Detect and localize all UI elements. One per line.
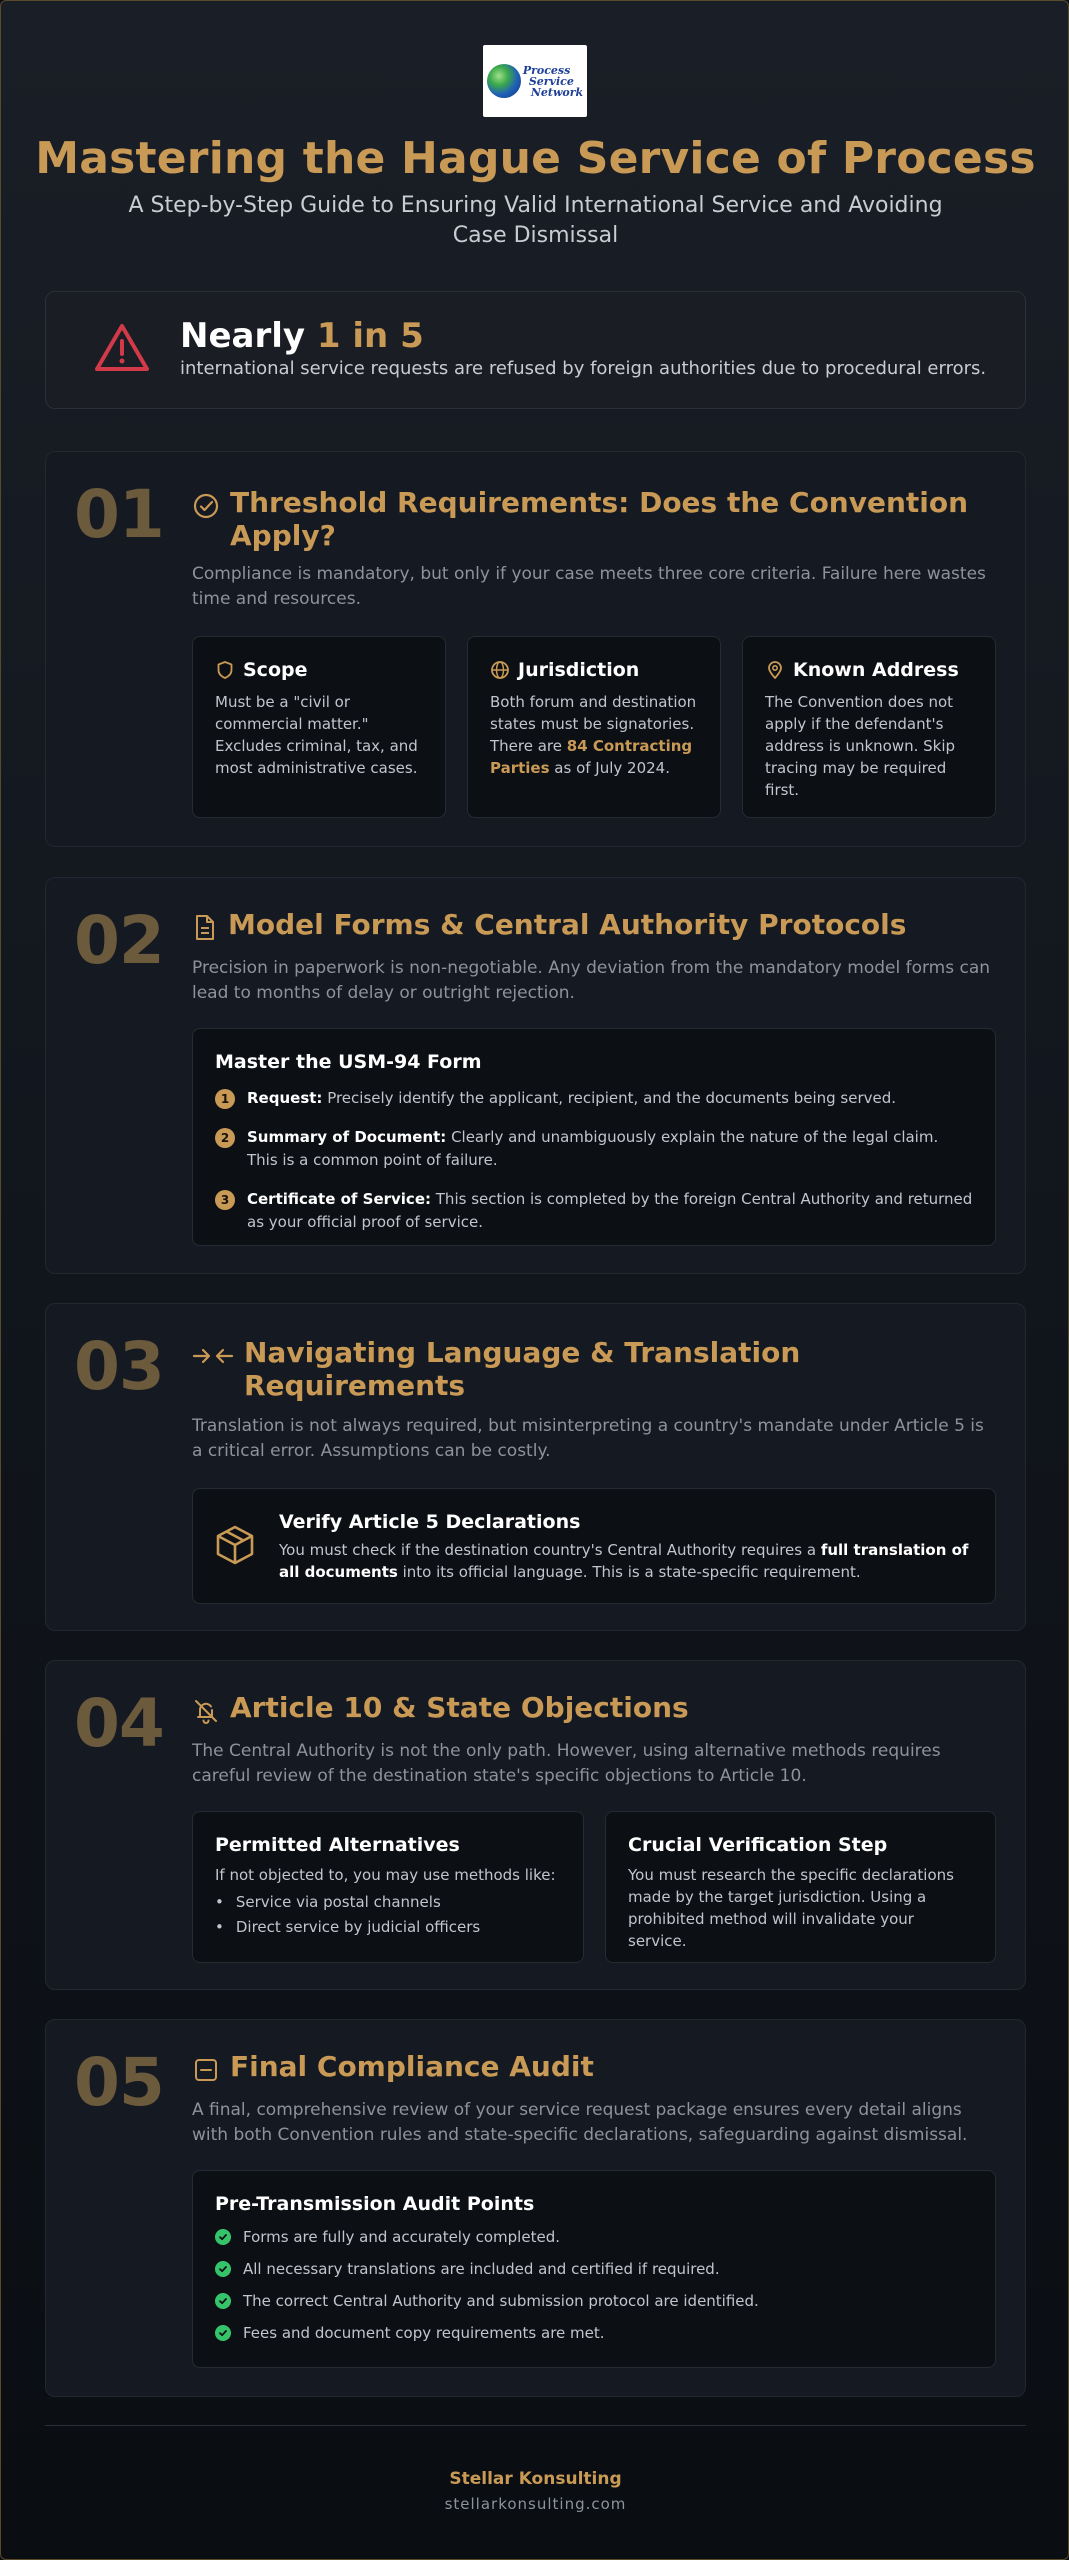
- section-description: Compliance is mandatory, but only if your case meets three core criteria. Failure here wastes time and resources.: [192, 564, 986, 609]
- contracting-parties-highlight: 84 Contracting Parties: [490, 737, 693, 777]
- compress-arrows-icon: [192, 1342, 234, 1370]
- card-usm94: [192, 1028, 996, 1246]
- section-audit: [45, 2019, 1026, 2397]
- logo-line-2: Service: [528, 74, 574, 88]
- section-description: The Central Authority is not the only path. However, using alternative methods requires careful review of the destination state's specific objections to Article 10.: [192, 1741, 941, 1786]
- step-item: 2 Summary of Document: Clearly and unambiguously explain the nature of the legal claim. This is a common point of failure.: [215, 1126, 973, 1172]
- section-number: 04: [74, 1685, 164, 1762]
- check-icon: [215, 2293, 231, 2309]
- card-text: You must research the specific declarations made by the target jurisdiction. Using a prohibited method will invalidate your service.: [628, 1866, 954, 1950]
- card-title: Crucial Verification Step: [628, 1834, 888, 1856]
- card-title: Permitted Alternatives: [215, 1834, 460, 1856]
- card-permitted-alternatives: [192, 1811, 584, 1963]
- section-number: 02: [74, 902, 164, 979]
- checklist-item: Fees and document copy requirements are met.: [215, 2317, 973, 2349]
- card-title: Jurisdiction: [518, 659, 640, 681]
- package-icon: [213, 1523, 257, 1567]
- card-scope: [192, 636, 446, 818]
- section-description: A final, comprehensive review of your service request package ensures every detail aligns with both Convention rules and state-specific declarations, safeguarding against dismissal.: [192, 2100, 968, 2145]
- section-title: Model Forms & Central Authority Protocols: [228, 908, 907, 941]
- footer-website-link[interactable]: stellarkonsulting.com: [444, 2495, 627, 2513]
- footer-brand: Stellar Konsulting: [449, 2469, 622, 2489]
- stat-callout: [45, 291, 1026, 409]
- section-title: Final Compliance Audit: [230, 2050, 594, 2083]
- checklist-item: All necessary translations are included and certified if required.: [215, 2253, 973, 2285]
- card-article5: [192, 1488, 996, 1604]
- step-badge: 3: [215, 1190, 235, 1210]
- section-model-forms: [45, 877, 1026, 1274]
- stat-figure: 1 in 5: [316, 316, 424, 356]
- checklist-item: The correct Central Authority and submission protocol are identified.: [215, 2285, 973, 2317]
- card-text: You must check if the destination country's Central Authority requires a full translation of all documents into its official language. This is a state-specific requirement.: [279, 1541, 969, 1581]
- section-threshold: [45, 451, 1026, 847]
- stat-text: international service requests are refused by foreign authorities due to procedural errors.: [180, 358, 987, 379]
- alternatives-list: [215, 1890, 561, 1940]
- minus-square-icon: [192, 2056, 220, 2084]
- card-text: The Convention does not apply if the defendant's address is unknown. Skip tracing may be required first.: [765, 693, 956, 799]
- card-title: Known Address: [793, 659, 959, 681]
- stat-lead: Nearly: [180, 316, 306, 356]
- check-icon: [215, 2261, 231, 2277]
- section-article10: [45, 1660, 1026, 1990]
- globe-logo-icon: [487, 64, 521, 98]
- card-known-address: [742, 636, 996, 818]
- page-title: Mastering the Hague Service of Process: [35, 133, 1036, 184]
- section-translation: [45, 1303, 1026, 1631]
- logo-line-3: Network: [530, 85, 584, 99]
- audit-checklist: [215, 2221, 973, 2349]
- section-number: 03: [74, 1328, 164, 1405]
- card-verification-step: [605, 1811, 996, 1963]
- check-circle-icon: [192, 492, 220, 520]
- map-pin-icon: [765, 660, 785, 680]
- list-item: • Service via postal channels: [215, 1890, 561, 1915]
- section-description: Precision in paperwork is non-negotiable. Any deviation from the mandatory model forms can lead to months of delay or outright rejection.: [192, 958, 991, 1003]
- step-badge: 2: [215, 1128, 235, 1148]
- section-title: Article 10 & State Objections: [230, 1691, 689, 1724]
- step-item: 1 Request: Precisely identify the applicant, recipient, and the documents being served.: [215, 1087, 973, 1110]
- section-number: 05: [74, 2044, 164, 2121]
- check-icon: [215, 2325, 231, 2341]
- card-title: Master the USM-94 Form: [215, 1051, 482, 1073]
- warning-triangle-icon: [94, 322, 150, 374]
- globe-icon: [490, 660, 510, 680]
- card-text: If not objected to, you may use methods like:: [215, 1866, 556, 1884]
- card-text: Both forum and destination states must be signatories. There are 84 Contracting Parties as of July 2024.: [490, 693, 697, 777]
- check-icon: [215, 2229, 231, 2245]
- logo-line-1: Process: [522, 63, 571, 77]
- step-list: [215, 1087, 973, 1234]
- document-icon: [192, 914, 218, 942]
- list-item: • Direct service by judicial officers: [215, 1915, 561, 1940]
- section-description: Translation is not always required, but misinterpreting a country's mandate under Article 5 is a critical error. Assumptions can be costly.: [192, 1416, 984, 1461]
- shield-icon: [215, 660, 235, 680]
- page-subtitle: A Step-by-Step Guide to Ensuring Valid International Service and Avoiding Case Dismissal: [128, 193, 943, 248]
- company-logo: [483, 45, 587, 117]
- checklist-item: Forms are fully and accurately completed.: [215, 2221, 973, 2253]
- step-badge: 1: [215, 1089, 235, 1109]
- card-text: Must be a "civil or commercial matter." Excludes criminal, tax, and most administrative cases.: [215, 693, 418, 777]
- stat-headline: [180, 316, 424, 356]
- card-title: Pre-Transmission Audit Points: [215, 2193, 535, 2215]
- bell-off-icon: [192, 1697, 220, 1725]
- section-title: Threshold Requirements: Does the Convention Apply?: [230, 486, 969, 552]
- card-title: Verify Article 5 Declarations: [279, 1511, 581, 1533]
- section-title: Navigating Language & Translation Requirements: [244, 1336, 801, 1402]
- step-item: 3 Certificate of Service: This section is completed by the foreign Central Authority and returned as your official proof of service.: [215, 1188, 973, 1234]
- card-jurisdiction: [467, 636, 721, 818]
- card-audit-points: [192, 2170, 996, 2368]
- footer-divider: [45, 2425, 1026, 2426]
- section-number: 01: [74, 476, 164, 553]
- card-title: Scope: [243, 659, 308, 681]
